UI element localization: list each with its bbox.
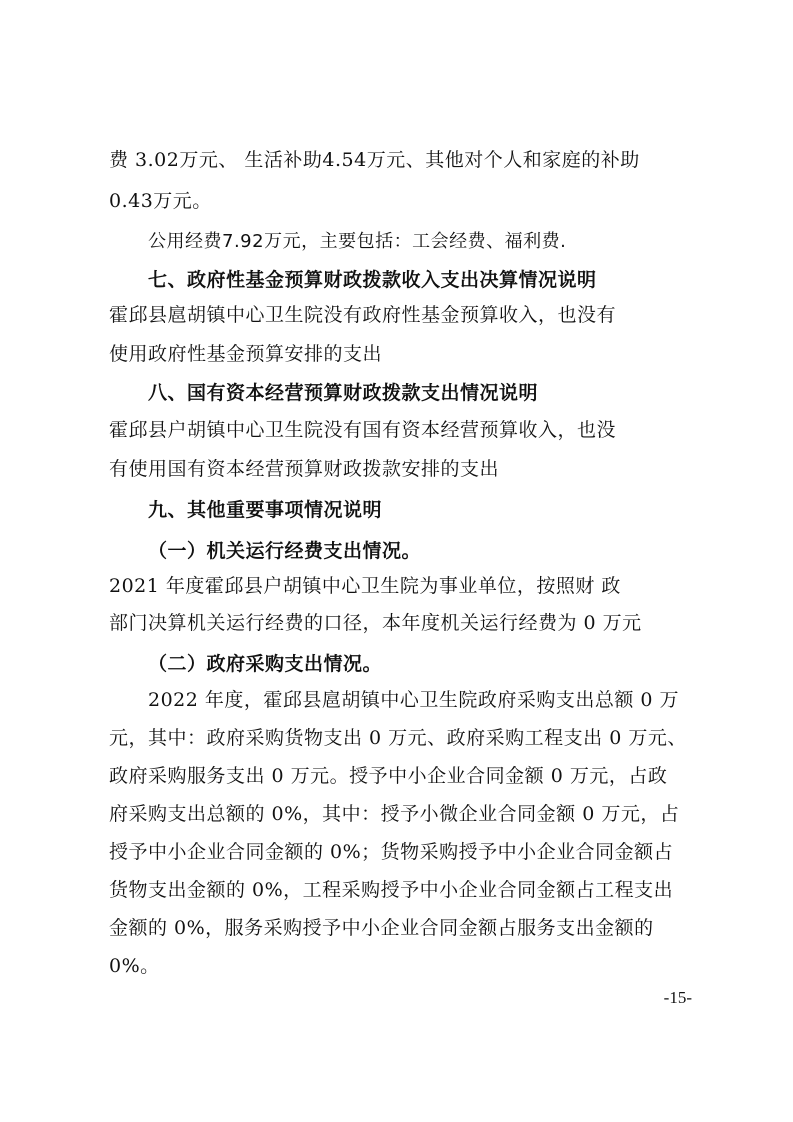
text-line-procurement-6: 货物支出金额的 0%，工程采购授予中小企业合同金额占工程支出 (109, 879, 674, 901)
text-line-procurement-2: 元，其中：政府采购货物支出 0 万元、政府采购工程支出 0 万元、 (109, 727, 687, 749)
subsection-heading-2: （二）政府采购支出情况。 (148, 653, 383, 675)
subsection-heading-1: （一）机关运行经费支出情况。 (148, 540, 422, 562)
text-line-section7-2: 使用政府性基金预算安排的支出 (109, 343, 383, 365)
section-heading-7: 七、政府性基金预算财政拨款收入支出决算情况说明 (148, 269, 597, 291)
text-line-procurement-3: 政府采购服务支出 0 万元。授予中小企业合同金额 0 万元，占政 (109, 765, 668, 787)
text-line-procurement-5: 授予中小企业合同金额的 0%；货物采购授予中小企业合同金额占 (109, 841, 674, 863)
section-heading-8: 八、国有资本经营预算财政拨款支出情况说明 (148, 382, 539, 404)
page-number: -15- (663, 988, 692, 1007)
text-line-section7-1: 霍邱县扈胡镇中心卫生院没有政府性基金预算收入，也没有 (109, 304, 617, 326)
section-heading-9: 九、其他重要事项情况说明 (148, 499, 383, 521)
text-line-section8-1: 霍邱县户胡镇中心卫生院没有国有资本经营预算收入，也没 (109, 419, 617, 441)
text-line-procurement-4: 府采购支出总额的 0%，其中：授予小微企业合同金额 0 万元，占 (109, 803, 680, 825)
text-line-procurement-8: 0%。 (109, 955, 160, 977)
text-line-public-expenses: 公用经费7.92万元，主要包括：工会经费、福利费. (148, 231, 567, 252)
text-line-subsection1-2: 部门决算机关运行经费的口径，本年度机关运行经费为 0 万元 (109, 612, 642, 634)
text-line-section8-2: 有使用国有资本经营预算财政拨款安排的支出 (109, 458, 500, 480)
text-line-subsection1-1: 2021 年度霍邱县户胡镇中心卫生院为事业单位，按照财 政 (109, 575, 621, 597)
text-line-procurement-1: 2022 年度，霍邱县扈胡镇中心卫生院政府采购支出总额 0 万 (148, 689, 680, 711)
text-line-procurement-7: 金额的 0%，服务采购授予中小企业合同金额占服务支出金额的 (109, 917, 654, 939)
text-line-personnel-expenses: 费 3.02万元、 生活补助4.54万元、其他对个人和家庭的补助 (109, 149, 640, 171)
text-line-personnel-expenses-cont: 0.43万元。 (109, 190, 212, 212)
